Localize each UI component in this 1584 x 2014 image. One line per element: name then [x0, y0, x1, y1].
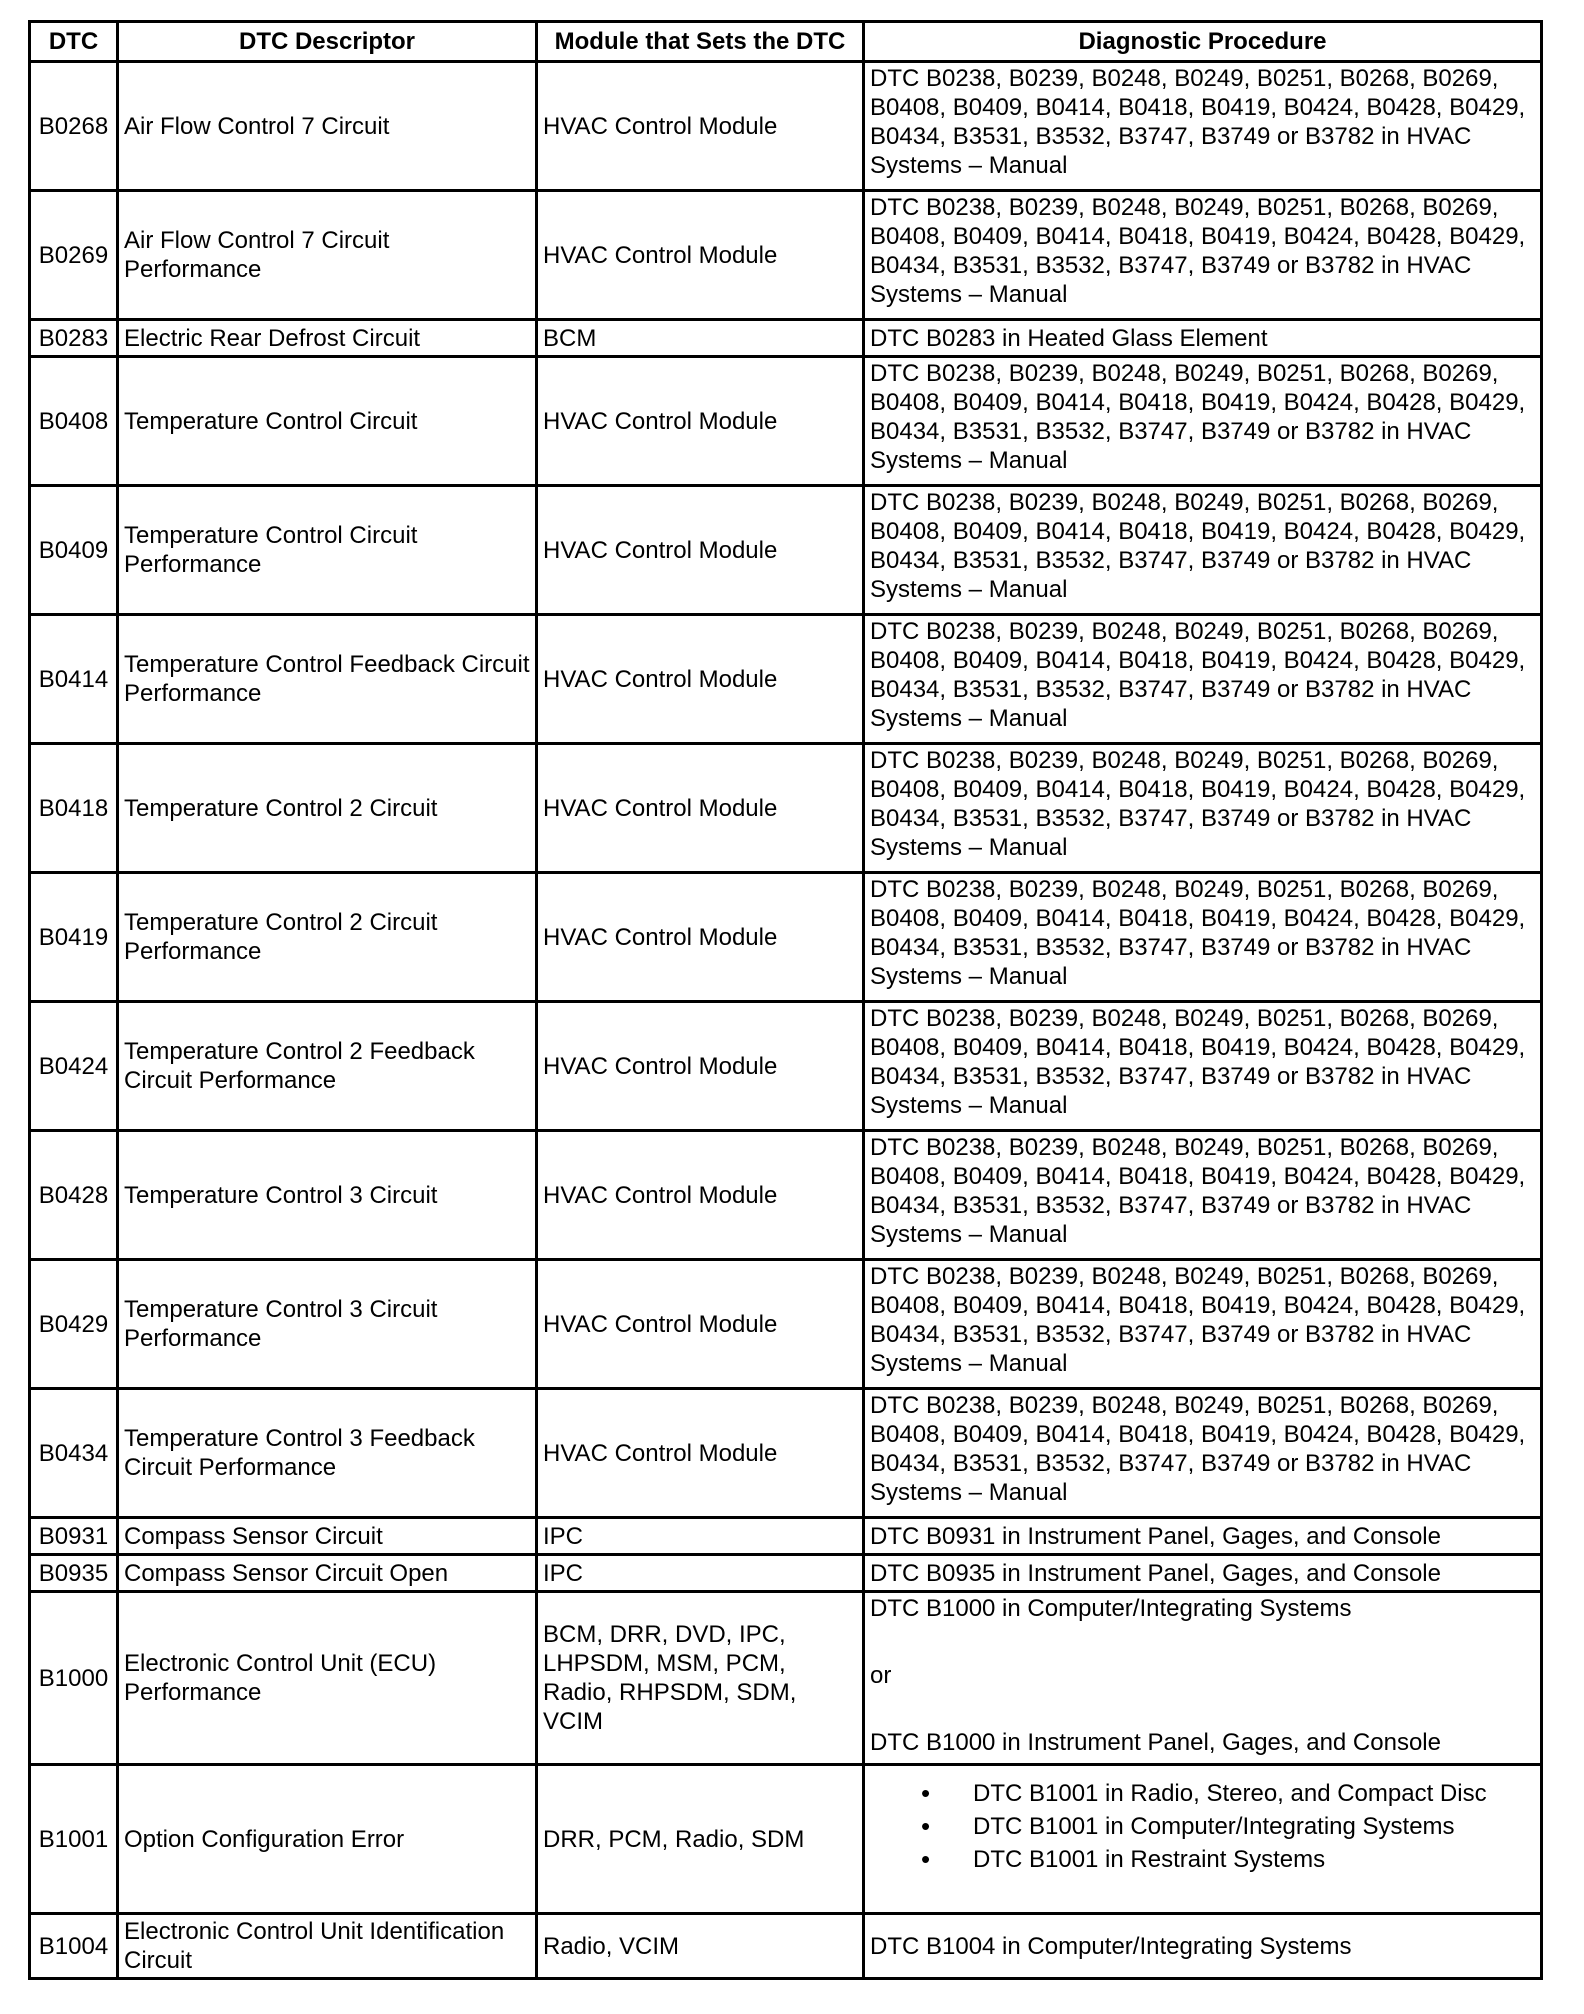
diagnostic-procedure: DTC B0238, B0239, B0248, B0249, B0251, B0268, B0269, B0408, B0409, B0414, B0418, B0419, B0424, B0428, B0429, B0434, B3531, B3532, B3747, B3749 or B3782 in HVAC Systems – Manual: [864, 486, 1542, 615]
dtc-descriptor: Electronic Control Unit (ECU) Performance: [118, 1592, 537, 1765]
dtc-code: B1004: [30, 1914, 118, 1979]
dtc-descriptor: Temperature Control 3 Feedback Circuit Performance: [118, 1389, 537, 1518]
module: HVAC Control Module: [537, 1002, 864, 1131]
dtc-descriptor: Temperature Control 3 Circuit: [118, 1131, 537, 1260]
table-row: [30, 1518, 1542, 1555]
table-header-row: [30, 22, 1542, 62]
dtc-code: B0409: [30, 486, 118, 615]
dtc-code: B0429: [30, 1260, 118, 1389]
module: BCM, DRR, DVD, IPC, LHPSDM, MSM, PCM, Radio, RHPSDM, SDM, VCIM: [537, 1592, 864, 1765]
table-row: [30, 320, 1542, 357]
module: HVAC Control Module: [537, 62, 864, 191]
dtc-code: B0268: [30, 62, 118, 191]
diagnostic-procedure: DTC B0238, B0239, B0248, B0249, B0251, B0268, B0269, B0408, B0409, B0414, B0418, B0419, B0424, B0428, B0429, B0434, B3531, B3532, B3747, B3749 or B3782 in HVAC Systems – Manual: [864, 191, 1542, 320]
dtc-descriptor: Temperature Control Feedback Circuit Performance: [118, 615, 537, 744]
table-row: [30, 873, 1542, 1002]
procedure-or-text: or: [870, 1662, 892, 1689]
diagnostic-procedure: DTC B0935 in Instrument Panel, Gages, and Console: [864, 1555, 1542, 1592]
table-row: [30, 1389, 1542, 1518]
dtc-code: B0283: [30, 320, 118, 357]
dtc-code: B0424: [30, 1002, 118, 1131]
header-dtc-descriptor: DTC Descriptor: [118, 22, 537, 62]
procedure-option: DTC B1000 in Instrument Panel, Gages, and Console: [870, 1729, 1441, 1756]
dtc-code: B0931: [30, 1518, 118, 1555]
module: HVAC Control Module: [537, 1131, 864, 1260]
dtc-descriptor: Electronic Control Unit Identification Circuit: [118, 1914, 537, 1979]
procedure-bullet-list: [870, 1777, 1535, 1876]
diagnostic-procedure: DTC B0238, B0239, B0248, B0249, B0251, B0268, B0269, B0408, B0409, B0414, B0418, B0419, B0424, B0428, B0429, B0434, B3531, B3532, B3747, B3749 or B3782 in HVAC Systems – Manual: [864, 615, 1542, 744]
table-row: [30, 486, 1542, 615]
table-row: [30, 1914, 1542, 1979]
diagnostic-procedure: DTC B0238, B0239, B0248, B0249, B0251, B0268, B0269, B0408, B0409, B0414, B0418, B0419, B0424, B0428, B0429, B0434, B3531, B3532, B3747, B3749 or B3782 in HVAC Systems – Manual: [864, 1389, 1542, 1518]
dtc-descriptor: Compass Sensor Circuit Open: [118, 1555, 537, 1592]
diagnostic-procedure: DTC B0238, B0239, B0248, B0249, B0251, B0268, B0269, B0408, B0409, B0414, B0418, B0419, B0424, B0428, B0429, B0434, B3531, B3532, B3747, B3749 or B3782 in HVAC Systems – Manual: [864, 873, 1542, 1002]
dtc-descriptor: Temperature Control Circuit: [118, 357, 537, 486]
diagnostic-procedure: DTC B0238, B0239, B0248, B0249, B0251, B0268, B0269, B0408, B0409, B0414, B0418, B0419, B0424, B0428, B0429, B0434, B3531, B3532, B3747, B3749 or B3782 in HVAC Systems – Manual: [864, 62, 1542, 191]
module: Radio, VCIM: [537, 1914, 864, 1979]
dtc-descriptor: Compass Sensor Circuit: [118, 1518, 537, 1555]
module: HVAC Control Module: [537, 1389, 864, 1518]
diagnostic-procedure: DTC B0238, B0239, B0248, B0249, B0251, B0268, B0269, B0408, B0409, B0414, B0418, B0419, B0424, B0428, B0429, B0434, B3531, B3532, B3747, B3749 or B3782 in HVAC Systems – Manual: [864, 1131, 1542, 1260]
module: HVAC Control Module: [537, 1260, 864, 1389]
list-item: • DTC B1001 in Radio, Stereo, and Compact Disc: [973, 1777, 1535, 1810]
module: DRR, PCM, Radio, SDM: [537, 1765, 864, 1914]
dtc-descriptor: Temperature Control 2 Feedback Circuit Performance: [118, 1002, 537, 1131]
dtc-descriptor: Option Configuration Error: [118, 1765, 537, 1914]
diagnostic-procedure: [864, 1592, 1542, 1765]
dtc-code: B0935: [30, 1555, 118, 1592]
dtc-code: B0408: [30, 357, 118, 486]
module: HVAC Control Module: [537, 191, 864, 320]
header-diagnostic-procedure: Diagnostic Procedure: [864, 22, 1542, 62]
table-row: [30, 744, 1542, 873]
dtc-descriptor: Temperature Control 2 Circuit: [118, 744, 537, 873]
module: HVAC Control Module: [537, 486, 864, 615]
dtc-code: B0434: [30, 1389, 118, 1518]
dtc-table: [28, 20, 1543, 1980]
dtc-code: B0428: [30, 1131, 118, 1260]
dtc-code: B0418: [30, 744, 118, 873]
dtc-code: B1000: [30, 1592, 118, 1765]
header-module: Module that Sets the DTC: [537, 22, 864, 62]
dtc-code: B0419: [30, 873, 118, 1002]
diagnostic-procedure: DTC B0931 in Instrument Panel, Gages, and Console: [864, 1518, 1542, 1555]
dtc-descriptor: Electric Rear Defrost Circuit: [118, 320, 537, 357]
dtc-descriptor: Temperature Control Circuit Performance: [118, 486, 537, 615]
header-dtc: DTC: [30, 22, 118, 62]
diagnostic-procedure: DTC B1004 in Computer/Integrating Systems: [864, 1914, 1542, 1979]
table-row: [30, 1131, 1542, 1260]
module: IPC: [537, 1518, 864, 1555]
diagnostic-procedure: DTC B0283 in Heated Glass Element: [864, 320, 1542, 357]
dtc-descriptor: Temperature Control 3 Circuit Performance: [118, 1260, 537, 1389]
dtc-descriptor: Air Flow Control 7 Circuit Performance: [118, 191, 537, 320]
table-row: [30, 1765, 1542, 1914]
module: IPC: [537, 1555, 864, 1592]
diagnostic-procedure: DTC B0238, B0239, B0248, B0249, B0251, B0268, B0269, B0408, B0409, B0414, B0418, B0419, B0424, B0428, B0429, B0434, B3531, B3532, B3747, B3749 or B3782 in HVAC Systems – Manual: [864, 1002, 1542, 1131]
procedure-option: DTC B1000 in Computer/Integrating Systems: [870, 1595, 1352, 1622]
table-row: [30, 1002, 1542, 1131]
table-row: [30, 62, 1542, 191]
module: BCM: [537, 320, 864, 357]
diagnostic-procedure: [864, 1765, 1542, 1914]
table-row: [30, 357, 1542, 486]
list-item: • DTC B1001 in Computer/Integrating Systems: [973, 1810, 1535, 1843]
diagnostic-procedure: DTC B0238, B0239, B0248, B0249, B0251, B0268, B0269, B0408, B0409, B0414, B0418, B0419, B0424, B0428, B0429, B0434, B3531, B3532, B3747, B3749 or B3782 in HVAC Systems – Manual: [864, 1260, 1542, 1389]
table-row: [30, 615, 1542, 744]
dtc-descriptor: Temperature Control 2 Circuit Performance: [118, 873, 537, 1002]
table-row: [30, 1555, 1542, 1592]
dtc-code: B0269: [30, 191, 118, 320]
table-row: [30, 1260, 1542, 1389]
diagnostic-procedure: DTC B0238, B0239, B0248, B0249, B0251, B0268, B0269, B0408, B0409, B0414, B0418, B0419, B0424, B0428, B0429, B0434, B3531, B3532, B3747, B3749 or B3782 in HVAC Systems – Manual: [864, 357, 1542, 486]
dtc-descriptor: Air Flow Control 7 Circuit: [118, 62, 537, 191]
module: HVAC Control Module: [537, 873, 864, 1002]
module: HVAC Control Module: [537, 615, 864, 744]
module: HVAC Control Module: [537, 744, 864, 873]
table-row: [30, 1592, 1542, 1765]
list-item: • DTC B1001 in Restraint Systems: [973, 1843, 1535, 1876]
diagnostic-procedure: DTC B0238, B0239, B0248, B0249, B0251, B0268, B0269, B0408, B0409, B0414, B0418, B0419, B0424, B0428, B0429, B0434, B3531, B3532, B3747, B3749 or B3782 in HVAC Systems – Manual: [864, 744, 1542, 873]
dtc-code: B1001: [30, 1765, 118, 1914]
dtc-code: B0414: [30, 615, 118, 744]
table-row: [30, 191, 1542, 320]
module: HVAC Control Module: [537, 357, 864, 486]
